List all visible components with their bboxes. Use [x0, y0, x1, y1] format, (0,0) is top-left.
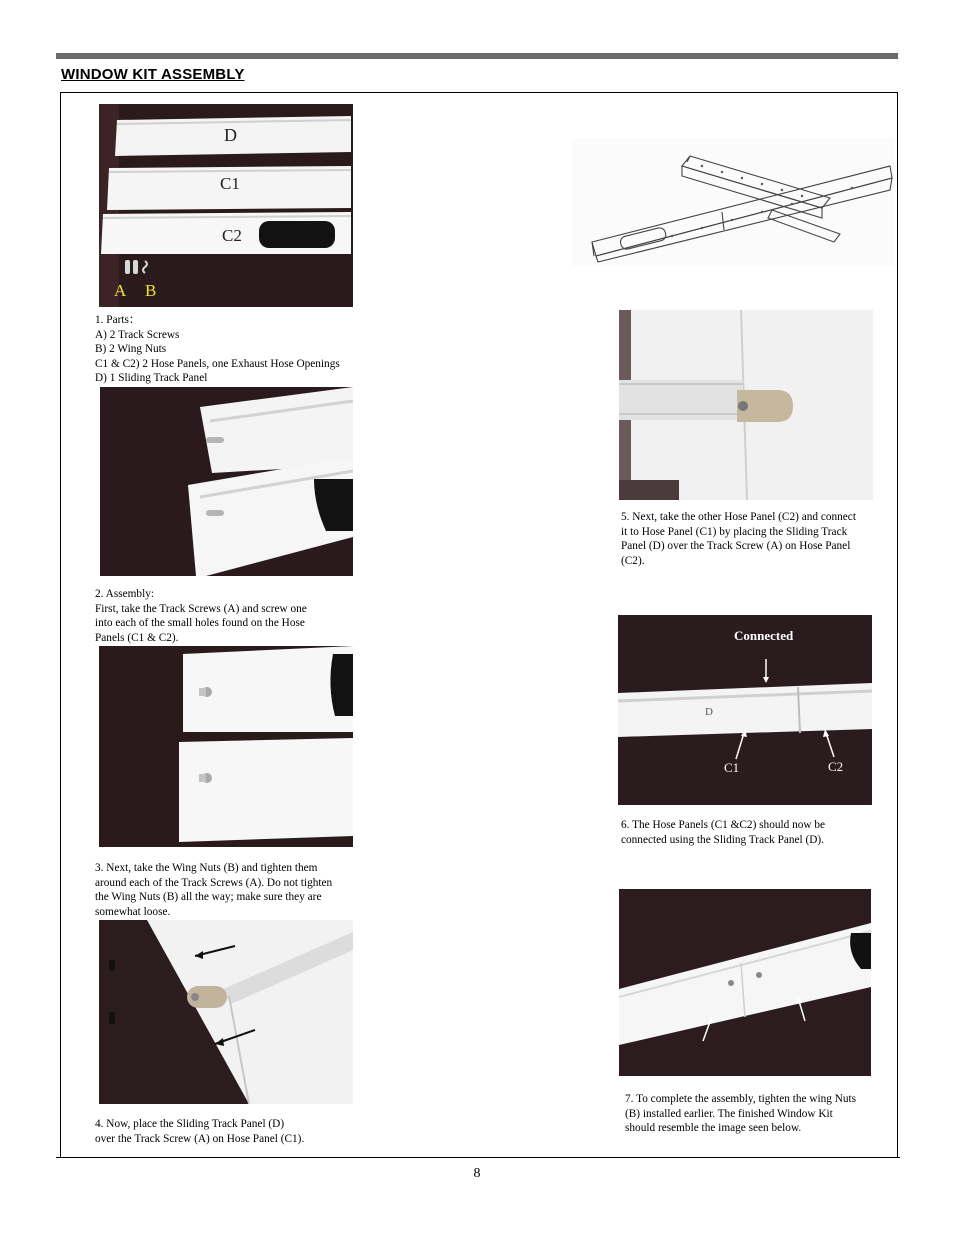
label-d: D — [705, 706, 713, 718]
step6-caption — [621, 818, 825, 847]
label-b: B — [145, 281, 157, 300]
step1-caption — [95, 313, 340, 386]
label-c2: C2 — [828, 759, 844, 774]
step4-line: 4. Now, place the Sliding Track Panel (D) — [95, 1118, 285, 1130]
connect-panel-photo — [619, 310, 873, 500]
parts-photo — [99, 104, 353, 307]
step2-title: 2. Assembly: — [95, 588, 154, 600]
step1-line: D) 1 Sliding Track Panel — [95, 372, 208, 384]
step7-caption — [625, 1092, 856, 1136]
tightened-photo — [619, 889, 871, 1076]
step2-line: Panels (C1 & C2). — [95, 631, 179, 644]
page-number: 8 — [473, 1166, 481, 1181]
step1-title: 1. Parts： — [95, 314, 141, 326]
bottom-rule — [56, 1157, 900, 1158]
step5-line: it to Hose Panel (C1) by placing the Sliding Track — [621, 525, 848, 538]
step5-line: (C2). — [621, 554, 645, 567]
step2-line: First, take the Track Screws (A) and screw one — [95, 602, 307, 615]
connected-label: Connected — [734, 628, 794, 643]
step3-line: around each of the Track Screws (A). Do not tighten — [95, 876, 333, 889]
step2-line: into each of the small holes found on the Hose — [95, 617, 305, 629]
step7-line: 7. To complete the assembly, tighten the wing Nuts — [625, 1093, 857, 1105]
step6-line: 6. The Hose Panels (C1 &C2) should now be — [621, 819, 826, 831]
step4-line: over the Track Screw (A) on Hose Panel (C1). — [95, 1132, 305, 1145]
step5-line: 5. Next, take the other Hose Panel (C2) and connect — [621, 511, 856, 523]
step1-line: A) 2 Track Screws — [95, 328, 180, 341]
assembly-sketch — [572, 138, 894, 266]
section-title: WINDOW KIT ASSEMBLY — [61, 66, 245, 83]
track-screws-photo — [100, 387, 353, 576]
step3-line: the Wing Nuts (B) all the way; make sure they are — [95, 891, 322, 903]
step3-line: somewhat loose. — [95, 905, 171, 918]
sliding-track-photo — [99, 920, 353, 1104]
step5-line: Panel (D) over the Track Screw (A) on Hose Panel — [621, 540, 851, 552]
step7-line: (B) installed earlier. The finished Window Kit — [625, 1107, 833, 1120]
step6-line: connected using the Sliding Track Panel (D). — [621, 833, 825, 846]
step3-caption — [95, 861, 332, 919]
step7-line: should resemble the image seen below. — [625, 1122, 802, 1134]
step2-caption — [95, 587, 307, 645]
step1-line: C1 & C2) 2 Hose Panels, one Exhaust Hose Openings — [95, 357, 340, 370]
connected-photo — [618, 615, 872, 805]
label-c1: C1 — [220, 174, 240, 193]
step4-caption — [95, 1117, 304, 1146]
step5-caption — [621, 510, 856, 568]
label-c1: C1 — [724, 760, 740, 775]
top-divider-bar — [56, 53, 898, 59]
label-a: A — [114, 281, 127, 300]
label-c2: C2 — [222, 226, 242, 245]
step3-line: 3. Next, take the Wing Nuts (B) and tighten them — [95, 862, 318, 874]
label-d: D — [224, 125, 237, 145]
wing-nuts-photo — [99, 646, 353, 847]
step1-line: B) 2 Wing Nuts — [95, 343, 167, 355]
